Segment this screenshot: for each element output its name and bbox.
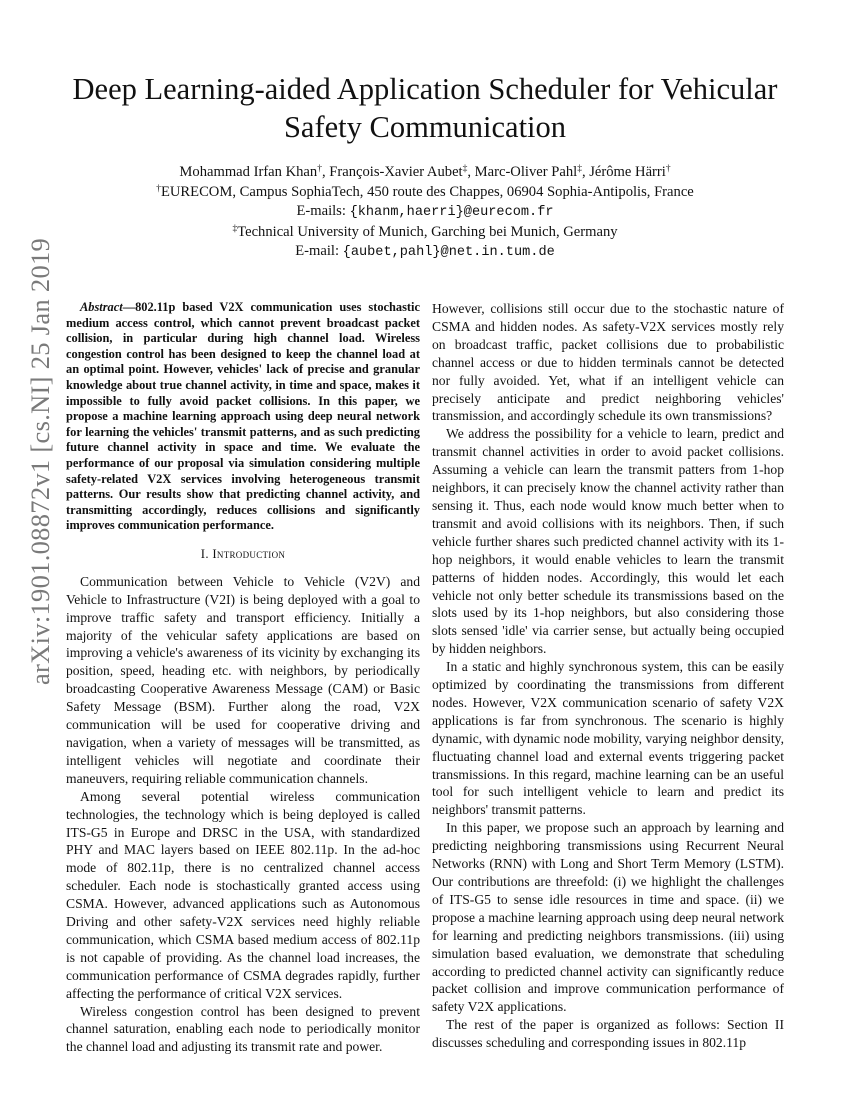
body-paragraph: Communication between Vehicle to Vehicle (V2V) and Vehicle to Infrastructure (V2I) is being deployed with a goal to improve traffic safety and transport efficiency. Initially a majority of the vehicular safety applications are based on improving a vehicle's awareness of its vicinity by exchanging its position, speed, heading etc. with neighbors, by periodically broadcasting Cooperative Awareness Message (CAM) or Basic Safety Message (BSM). Further along the road, V2X communication will be used for cooperative driving and navigation, when a variety of messages will be transmitted, as intelligent vehicles will negotiate and coordinate their maneuvers, requiring reliable communication channels. bbox=[66, 573, 420, 786]
left-column bbox=[66, 300, 420, 1056]
author-names-line: Mohammad Irfan Khan†, François-Xavier Aubet‡, Marc-Oliver Pahl‡, Jérôme Härri† bbox=[179, 164, 671, 180]
arxiv-identifier-stamp: arXiv:1901.08872v1 [cs.NI] 25 Jan 2019 bbox=[25, 237, 55, 685]
affiliation-line bbox=[40, 223, 810, 243]
abstract bbox=[66, 300, 420, 534]
affiliation-line bbox=[40, 183, 810, 203]
body-paragraph: The rest of the paper is organized as follows: Section II discusses scheduling and corresponding issues in 802.11p bbox=[432, 1017, 784, 1051]
affiliation-mark: ‡ bbox=[577, 164, 582, 174]
author-name: Jérôme Härri bbox=[589, 164, 666, 180]
author-name: Mohammad Irfan Khan bbox=[179, 164, 318, 180]
affiliation-tum: Technical University of Munich, Garching bei Munich, Germany bbox=[237, 223, 618, 240]
email-label: E-mail: bbox=[295, 243, 343, 260]
affiliation-eurecom: EURECOM, Campus SophiaTech, 450 route des Chappes, 06904 Sophia-Antipolis, France bbox=[160, 183, 694, 200]
body-paragraph: In a static and highly synchronous system, this can be easily optimized by coordinating the transmissions from different nodes. However, V2X communication scenario of safety V2X applications is far from synchronous. The scenario is highly dynamic, with dynamic node mobility, varying neighbor density, fluctuating channel load and external events triggering packet transmissions. In this regard, machine learning can be an useful tool for such intelligent vehicle to learn and predict its neighbors' transmit patterns. bbox=[432, 659, 784, 818]
author-name: François-Xavier Aubet bbox=[329, 164, 463, 180]
section-number: I. bbox=[200, 546, 213, 561]
section-title: Introduction bbox=[212, 546, 286, 561]
right-column bbox=[432, 300, 784, 1052]
body-paragraph: We address the possibility for a vehicle to learn, predict and transmit channel activities in order to avoid packet collisions. Assuming a vehicle can learn the transmit patters from 1-hop neighbors, it can precisely know the channel activity rather than sensing it. Thus, each node would know much better when to transmit and avoid collisions with its neighbors. Then, if such vehicle further shares such predicted channel activity with its 1-hop neighbors, it would enable vehicles to learn the transmit patterns of hidden nodes. Accordingly, this would let each vehicle not only better schedule its transmissions based on the slots used by its 1-hop neighbors, but also considering those slots sensed 'idle' via carrier sense, but actually being occupied by hidden neighbors. bbox=[432, 426, 784, 657]
email-line bbox=[40, 202, 810, 223]
email-label: E-mails: bbox=[296, 203, 350, 220]
affiliation-mark: † bbox=[317, 164, 322, 174]
abstract-text: —802.11p based V2X communication uses stochastic medium access control, which cannot prevent broadcast packet collision, in particular during high channel load. Wireless congestion control has been designed to keep the channel load at an optimal point. However, vehicles' lack of precise and granular knowledge about true channel activity, in time and space, makes it impossible to fully avoid packet collisions. In this paper, we propose a machine learning approach using deep neural network for learning the vehicles' transmit patterns, and as such predicting future channel activity in space and time. We evaluate the performance of our proposal via simulation considering multiple safety-related V2X services involving heterogeneous transmit patterns. Our results show that predicting channel activity, and transmitting accordingly, reduces collisions and significantly improves communication performance. bbox=[66, 300, 420, 533]
abstract-label: Abstract bbox=[80, 300, 123, 314]
body-paragraph: However, collisions still occur due to the stochastic nature of CSMA and hidden nodes. As safety-V2X services mostly rely on broadcast traffic, packet collisions due to probabilistic channel access or due to hidden terminals cannot be detected nor fully avoided. Yet, what if an intelligent vehicle can precisely anticipate and predict neighboring vehicles' transmission, and accordingly schedule its own transmissions? bbox=[432, 301, 784, 424]
email-address: {khanm,haerri}@eurecom.fr bbox=[349, 205, 554, 221]
paper-title: Deep Learning-aided Application Scheduler for Vehicular Safety Communication bbox=[72, 72, 778, 144]
body-paragraph: In this paper, we propose such an approach by learning and predicting neighboring transmissions using Recurrent Neural Networks (RNN) with Long and Short Term Memory (LSTM). Our contributions are threefold: (i) we highlight the challenges of ITS-G5 to sense idle resources in time and space. (ii) we propose a machine learning approach using deep neural network for learning and predicting neighbors transmissions. (iii) using simulation based evaluation, we demonstrate that scheduling according to predicted channel activity can significantly reduce packet collision and improve communication performance of safety V2X applications. bbox=[432, 820, 784, 1015]
affiliation-mark: ‡ bbox=[462, 164, 468, 174]
section-heading-introduction bbox=[66, 546, 420, 564]
author-block bbox=[40, 163, 810, 263]
email-address: {aubet,pahl}@net.in.tum.de bbox=[342, 245, 555, 261]
author-name: Marc-Oliver Pahl bbox=[474, 164, 578, 180]
affiliation-mark: ‡ bbox=[232, 223, 238, 234]
email-line bbox=[40, 242, 810, 263]
body-paragraph: Wireless congestion control has been designed to prevent channel saturation, enabling each node to periodically monitor the channel load and adjusting its transmit rate and power. bbox=[66, 1003, 420, 1055]
affiliation-mark: † bbox=[665, 164, 671, 174]
body-paragraph: Among several potential wireless communication technologies, the technology which is being deployed is called ITS-G5 in Europe and DRSC in the USA, with standardized PHY and MAC layers based on IEEE 802.11p. In the ad-hoc mode of 802.11p, there is no centralized channel access scheduler. Each node is stochastically granted access using CSMA. However, advanced applications such as Autonomous Driving and other safety-V2X services need highly reliable communication, which CSMA based medium access of 802.11p is not capable of providing. As the channel load increases, the communication performance of CSMA degrades rapidly, further affecting the performance of critical V2X services. bbox=[66, 788, 420, 1001]
affiliation-mark: † bbox=[156, 183, 161, 194]
